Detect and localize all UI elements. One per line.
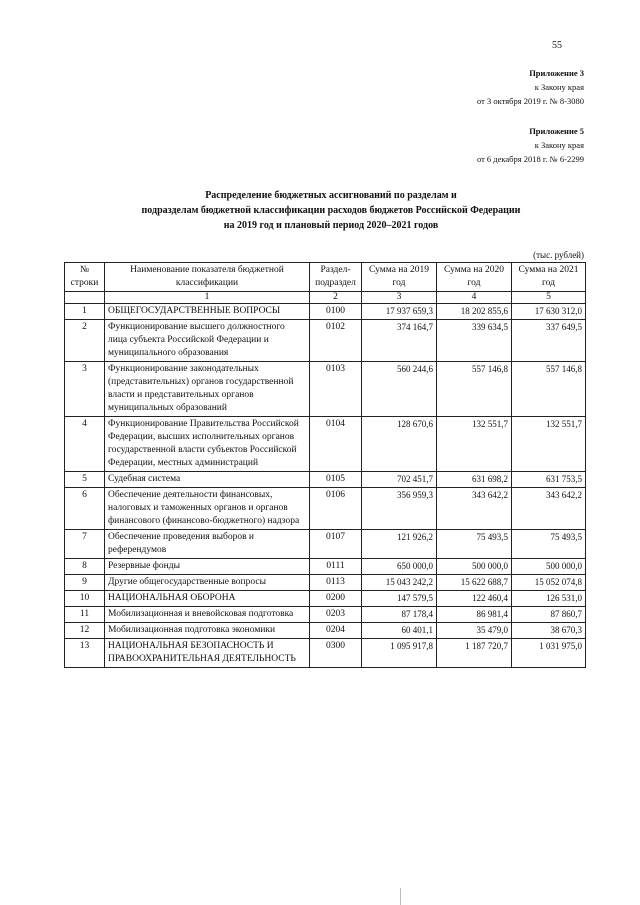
- table-row: [65, 488, 586, 530]
- page-number: 55: [552, 40, 562, 51]
- column-number: 3: [362, 292, 437, 304]
- indicator-name-cell: Мобилизационная подготовка экономики: [105, 623, 310, 639]
- sum-2019-cell: 87 178,4: [362, 607, 437, 623]
- sum-2021-cell: 75 493,5: [512, 530, 586, 559]
- sum-2021-cell: 17 630 312,0: [512, 304, 586, 320]
- sum-2020-cell: 18 202 855,6: [437, 304, 512, 320]
- appendix-5-block: [477, 124, 584, 166]
- budget-table: [64, 262, 586, 668]
- indicator-name-cell: ОБЩЕГОСУДАРСТВЕННЫЕ ВОПРОСЫ: [105, 304, 310, 320]
- indicator-name-cell: Резервные фонды: [105, 559, 310, 575]
- sum-2020-cell: 86 981,4: [437, 607, 512, 623]
- sum-2019-cell: 374 164,7: [362, 320, 437, 362]
- section-code-cell: 0200: [310, 591, 362, 607]
- title-line-3: на 2019 год и плановый период 2020–2021 годов: [223, 220, 439, 231]
- header-sum-2021: Сумма на 2021 год: [512, 263, 586, 292]
- section-code-cell: 0113: [310, 575, 362, 591]
- indicator-name-cell: Функционирование законодательных (представительных) органов государственной власти и представительных органов муниципальных образований: [105, 362, 310, 417]
- sum-2019-cell: 121 926,2: [362, 530, 437, 559]
- row-number-cell: 5: [65, 472, 105, 488]
- row-number-cell: 6: [65, 488, 105, 530]
- row-number-cell: 10: [65, 591, 105, 607]
- section-code-cell: 0204: [310, 623, 362, 639]
- sum-2020-cell: 557 146,8: [437, 362, 512, 417]
- sum-2019-cell: 60 401,1: [362, 623, 437, 639]
- sum-2019-cell: 1 095 917,8: [362, 639, 437, 668]
- table-row: [65, 472, 586, 488]
- table-row: [65, 623, 586, 639]
- indicator-name-cell: Другие общегосударственные вопросы: [105, 575, 310, 591]
- sum-2020-cell: 75 493,5: [437, 530, 512, 559]
- section-code-cell: 0104: [310, 417, 362, 472]
- row-number-cell: 4: [65, 417, 105, 472]
- section-code-cell: 0203: [310, 607, 362, 623]
- table-row: [65, 304, 586, 320]
- section-code-cell: 0105: [310, 472, 362, 488]
- table-row: [65, 591, 586, 607]
- row-number-cell: 3: [65, 362, 105, 417]
- table-row: [65, 530, 586, 559]
- header-section-code: Раздел-подраздел: [310, 263, 362, 292]
- indicator-name-cell: НАЦИОНАЛЬНАЯ БЕЗОПАСНОСТЬ И ПРАВООХРАНИТЕЛЬНАЯ ДЕЯТЕЛЬНОСТЬ: [105, 639, 310, 668]
- row-number-cell: 8: [65, 559, 105, 575]
- sum-2019-cell: 17 937 659,3: [362, 304, 437, 320]
- header-row-number: № строки: [65, 263, 105, 292]
- header-sum-2019: Сумма на 2019 год: [362, 263, 437, 292]
- table-header-row: [65, 263, 586, 292]
- indicator-name-cell: Функционирование Правительства Российской Федерации, высших исполнительных органов государственной власти субъектов Российской Федерации, местных администраций: [105, 417, 310, 472]
- column-number: 1: [105, 292, 310, 304]
- appendix-3-block: [477, 66, 584, 108]
- section-code-cell: 0107: [310, 530, 362, 559]
- table-body: [65, 304, 586, 668]
- row-number-cell: 11: [65, 607, 105, 623]
- section-code-cell: 0111: [310, 559, 362, 575]
- row-number-cell: 1: [65, 304, 105, 320]
- margin-line: [400, 888, 401, 905]
- sum-2020-cell: 15 622 688,7: [437, 575, 512, 591]
- header-indicator-name: Наименование показателя бюджетной классификации: [105, 263, 310, 292]
- sum-2021-cell: 126 531,0: [512, 591, 586, 607]
- indicator-name-cell: НАЦИОНАЛЬНАЯ ОБОРОНА: [105, 591, 310, 607]
- column-number: 5: [512, 292, 586, 304]
- sum-2021-cell: 132 551,7: [512, 417, 586, 472]
- header-sum-2020: Сумма на 2020 год: [437, 263, 512, 292]
- sum-2019-cell: 560 244,6: [362, 362, 437, 417]
- table-row: [65, 559, 586, 575]
- indicator-name-cell: Судебная система: [105, 472, 310, 488]
- appendix-5-line2: от 6 декабря 2018 г. № 6-2299: [476, 154, 584, 164]
- row-number-cell: 13: [65, 639, 105, 668]
- section-code-cell: 0300: [310, 639, 362, 668]
- sum-2021-cell: 1 031 975,0: [512, 639, 586, 668]
- section-code-cell: 0103: [310, 362, 362, 417]
- table-row: [65, 362, 586, 417]
- table-row: [65, 639, 586, 668]
- sum-2019-cell: 702 451,7: [362, 472, 437, 488]
- appendix-5-title: Приложение 5: [529, 126, 584, 136]
- sum-2020-cell: 339 634,5: [437, 320, 512, 362]
- document-title: [96, 188, 566, 233]
- sum-2020-cell: 1 187 720,7: [437, 639, 512, 668]
- column-number: 2: [310, 292, 362, 304]
- sum-2021-cell: 500 000,0: [512, 559, 586, 575]
- sum-2020-cell: 343 642,2: [437, 488, 512, 530]
- table-row: [65, 607, 586, 623]
- sum-2021-cell: 337 649,5: [512, 320, 586, 362]
- indicator-name-cell: Обеспечение деятельности финансовых, налоговых и таможенных органов и органов финансового (финансово-бюджетного) надзора: [105, 488, 310, 530]
- column-number-blank: [65, 292, 105, 304]
- sum-2020-cell: 500 000,0: [437, 559, 512, 575]
- appendix-3-line2: от 3 октября 2019 г. № 8-3080: [477, 96, 584, 106]
- sum-2021-cell: 38 670,3: [512, 623, 586, 639]
- row-number-cell: 2: [65, 320, 105, 362]
- units-label: (тыс. рублей): [533, 250, 584, 260]
- indicator-name-cell: Функционирование высшего должностного лица субъекта Российской Федерации и муниципального образования: [105, 320, 310, 362]
- sum-2020-cell: 122 460,4: [437, 591, 512, 607]
- sum-2019-cell: 147 579,5: [362, 591, 437, 607]
- sum-2020-cell: 35 479,0: [437, 623, 512, 639]
- sum-2021-cell: 631 753,5: [512, 472, 586, 488]
- sum-2021-cell: 87 860,7: [512, 607, 586, 623]
- sum-2019-cell: 650 000,0: [362, 559, 437, 575]
- sum-2019-cell: 15 043 242,2: [362, 575, 437, 591]
- appendix-3-line1: к Закону края: [534, 82, 584, 92]
- table-row: [65, 575, 586, 591]
- title-line-1: Распределение бюджетных ассигнований по разделам и: [205, 190, 457, 201]
- sum-2021-cell: 15 052 074,8: [512, 575, 586, 591]
- indicator-name-cell: Обеспечение проведения выборов и референдумов: [105, 530, 310, 559]
- table-row: [65, 417, 586, 472]
- title-line-2: подразделам бюджетной классификации расходов бюджетов Российской Федерации: [141, 205, 521, 216]
- section-code-cell: 0100: [310, 304, 362, 320]
- appendix-5-line1: к Закону края: [534, 140, 584, 150]
- column-number: 4: [437, 292, 512, 304]
- sum-2019-cell: 356 959,3: [362, 488, 437, 530]
- appendix-3-title: Приложение 3: [529, 68, 584, 78]
- row-number-cell: 7: [65, 530, 105, 559]
- indicator-name-cell: Мобилизационная и вневойсковая подготовка: [105, 607, 310, 623]
- section-code-cell: 0102: [310, 320, 362, 362]
- row-number-cell: 9: [65, 575, 105, 591]
- sum-2020-cell: 132 551,7: [437, 417, 512, 472]
- sum-2019-cell: 128 670,6: [362, 417, 437, 472]
- row-number-cell: 12: [65, 623, 105, 639]
- sum-2021-cell: 557 146,8: [512, 362, 586, 417]
- section-code-cell: 0106: [310, 488, 362, 530]
- table-row: [65, 320, 586, 362]
- sum-2020-cell: 631 698,2: [437, 472, 512, 488]
- sum-2021-cell: 343 642,2: [512, 488, 586, 530]
- column-number-row: [65, 292, 586, 304]
